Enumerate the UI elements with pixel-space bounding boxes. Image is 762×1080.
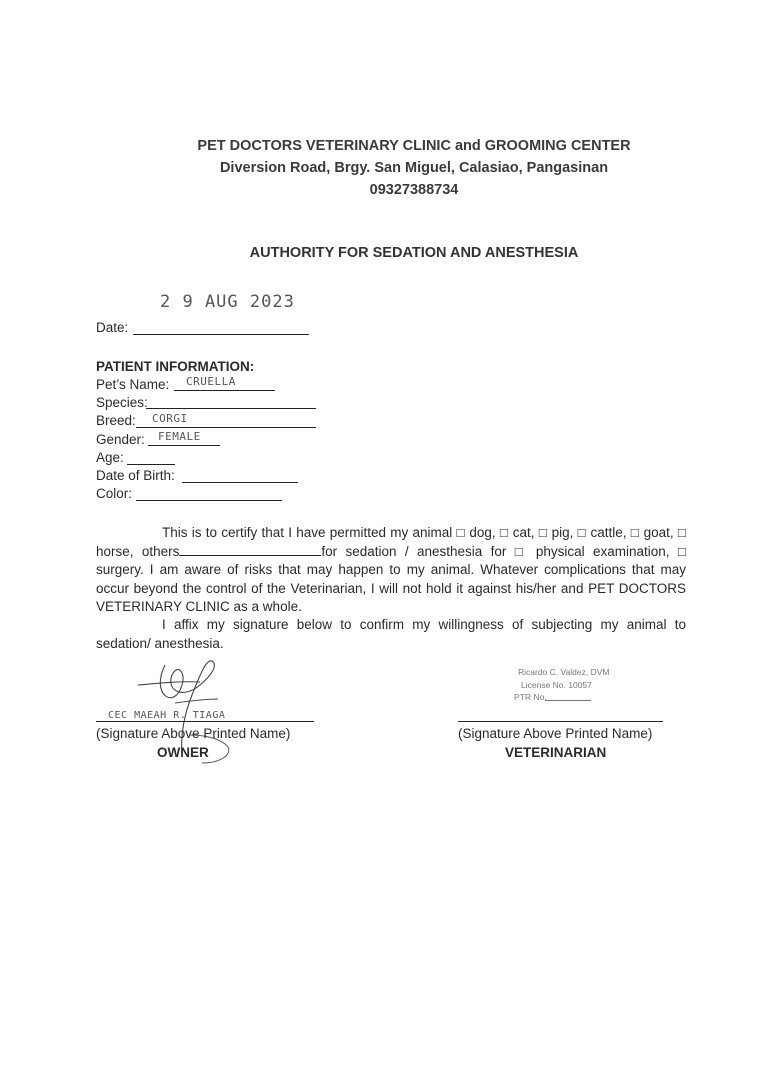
pets-name-label: Pet’s Name: [96,377,170,392]
consent-paragraph [96,524,686,617]
owner-caption: (Signature Above Printed Name) [96,726,291,741]
age-label: Age: [96,450,124,465]
dob-line [182,482,298,483]
age-line [127,464,175,465]
date-label: Date: [96,320,129,335]
form-title: AUTHORITY FOR SEDATION AND ANESTHESIA [249,245,579,261]
vet-stamp-name: Ricardo C. Valdez, DVM [518,667,610,677]
vet-role: VETERINARIAN [505,745,607,760]
breed-label: Breed: [96,413,136,428]
patient-heading: PATIENT INFORMATION: [96,359,255,374]
breed-line [136,427,316,428]
clinic-phone: 09327388734 [369,182,459,198]
vet-caption: (Signature Above Printed Name) [458,726,653,741]
owner-printed-name: CEC MAEAH R. TIAGA [108,710,226,721]
color-line [136,500,282,501]
owner-signature-line [96,721,314,722]
gender-label: Gender: [96,432,145,447]
vet-ptr-line [545,700,591,701]
gender-line [148,445,220,446]
consent-text-part1: This is to certify that I have permitted my animal □ dog, □ cat, □ pig, □ cattle, □ goat, □ horse, others [96,525,686,559]
consent-text-part2: for sedation / anesthesia for □ physical examination, □ surgery. I am aware of risks that may happen to my animal. Whatever complications that may occur beyond the control of the Veterinarian, I will not hold it against his/her and PET DOCTORS VETERINARY CLINIC as a whole. [96,543,686,614]
species-line [146,408,316,409]
color-label: Color: [96,486,133,501]
pets-name-line [174,390,275,391]
date-stamp: 2 9 AUG 2023 [160,292,295,312]
species-label: Species: [96,395,148,410]
others-blank [179,543,321,556]
pets-name-value: CRUELLA [186,375,236,388]
vet-signature-line [458,721,663,722]
affirm-paragraph [96,616,686,653]
vet-stamp-ptr: PTR No. [514,692,547,702]
gender-value: FEMALE [158,430,201,443]
breed-value: CORGI [152,412,188,425]
dob-label: Date of Birth: [96,468,175,483]
date-line [133,334,309,335]
clinic-address: Diversion Road, Brgy. San Miguel, Calasiao, Pangasinan [219,160,609,176]
vet-stamp-license: License No. 10057 [521,680,592,690]
clinic-name: PET DOCTORS VETERINARY CLINIC and GROOMING CENTER [197,138,631,154]
owner-role: OWNER [157,745,209,760]
affirm-text: I affix my signature below to confirm my willingness of subjecting my animal to sedation/ anesthesia. [96,617,686,651]
